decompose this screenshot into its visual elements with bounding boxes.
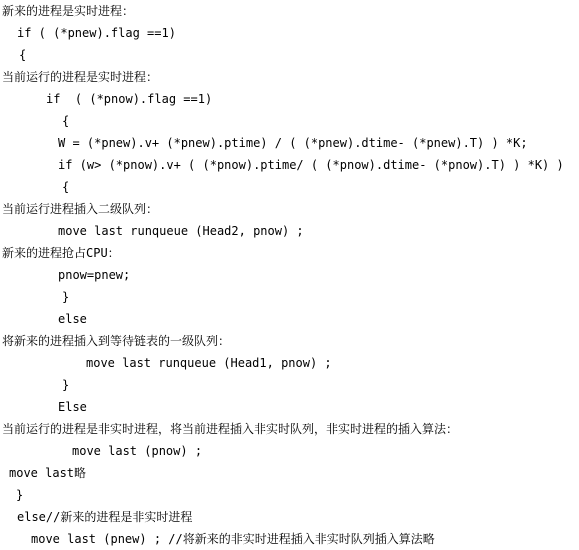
comment-insert-level1-queue: 将新来的进程插入到等待链表的一级队列： [2, 334, 231, 348]
code-else: else [58, 312, 87, 326]
code-open-brace: { [19, 48, 27, 62]
code-move-last-head1: move last runqueue (Head1, pnow) ; [86, 356, 332, 370]
code-pnow-assign: pnow=pnew; [58, 268, 131, 282]
code-close-brace: } [62, 378, 70, 392]
comment-new-process-realtime: 新来的进程是实时进程： [2, 4, 135, 18]
code-w-assignment: W = (*pnew).v+ (*pnew).ptime) / ( (*pnew).dtime- (*pnew).T) ) *K; [58, 136, 528, 150]
code-open-brace: { [62, 180, 70, 194]
code-if-pnew-flag: if ( (*pnew).flag ==1) [17, 26, 176, 40]
code-close-brace: } [16, 488, 24, 502]
code-move-last-pnow: move last (pnow) ; [72, 444, 203, 458]
code-move-last-pnew: move last (pnew) ; //将新来的非实时进程插入非实时队列插入算法略 [31, 532, 435, 546]
comment-insert-level2-queue: 当前运行进程插入二级队列： [2, 202, 159, 216]
code-else-capital: Else [58, 400, 87, 414]
comment-preempt-cpu: 新来的进程抢占CPU： [2, 246, 120, 260]
comment-current-process-realtime: 当前运行的进程是实时进程： [2, 70, 159, 84]
code-move-last-head2: move last runqueue (Head2, pnow) ; [58, 224, 304, 238]
code-move-last-omitted: move last略 [9, 466, 87, 480]
code-else-new-nonrealtime: else//新来的进程是非实时进程 [17, 510, 193, 524]
code-if-pnow-flag: if ( (*pnow).flag ==1) [46, 92, 213, 106]
code-if-w-compare: if (w> (*pnow).v+ ( (*pnow).ptime/ ( (*pnow).dtime- (*pnow).T) ) *K) ) [58, 158, 564, 172]
code-open-brace: { [62, 114, 70, 128]
comment-nonrealtime-current: 当前运行的进程是非实时进程，将当前进程插入非实时队列，非实时进程的插入算法： [2, 422, 459, 436]
code-close-brace: } [62, 290, 70, 304]
